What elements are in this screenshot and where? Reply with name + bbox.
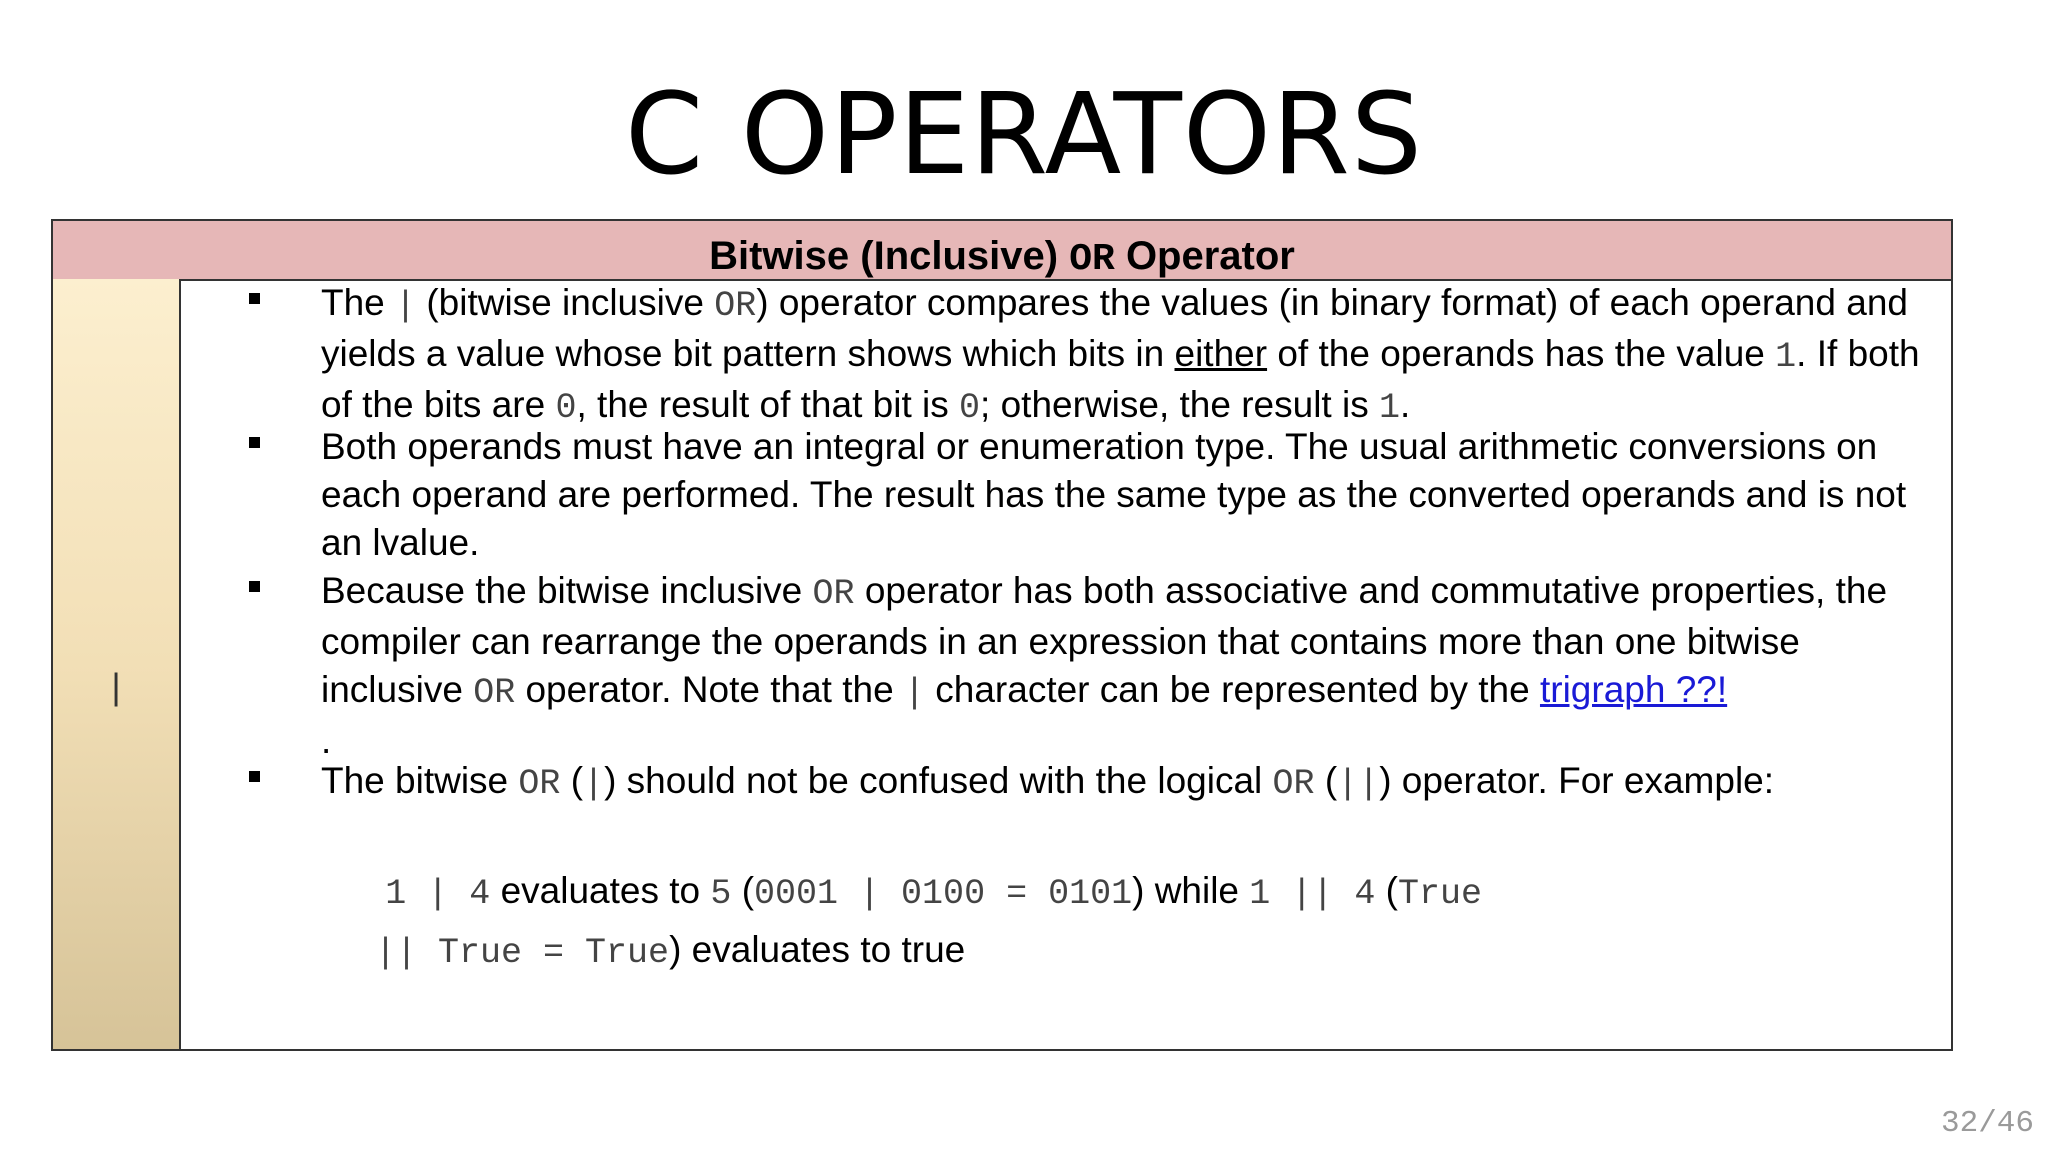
bullet-1 <box>321 279 1941 432</box>
code: OR <box>812 574 855 614</box>
code: | <box>903 673 925 713</box>
bullet-square-icon <box>249 771 260 782</box>
code: 1 || 4 <box>1249 874 1376 914</box>
code: OR <box>1272 764 1315 804</box>
text: operator has both associative and commutative properties, the compiler can rearrange the operands in an expression that contains more than one bitwise inclusive <box>321 570 1888 710</box>
operator-symbol-cell <box>53 279 181 1049</box>
bullet-3 <box>321 567 1941 765</box>
code: OR <box>473 673 516 713</box>
text: . <box>1400 384 1411 425</box>
text: operator. Note that the <box>515 669 904 710</box>
trigraph-link[interactable]: trigraph ??! <box>1539 669 1728 710</box>
underlined-text: either <box>1174 333 1268 374</box>
code: | <box>583 764 605 804</box>
text: ( <box>560 760 584 801</box>
text: The bitwise <box>321 760 519 801</box>
text: of the operands has the value <box>1267 333 1776 374</box>
code: 0 <box>959 388 981 428</box>
table-header <box>53 221 1951 281</box>
operator-table <box>51 219 1953 1051</box>
bullet-4 <box>321 757 1941 808</box>
text: ) while <box>1132 870 1250 911</box>
bullet-2 <box>321 423 1941 567</box>
code: 5 <box>710 874 732 914</box>
text: character can be represented by the <box>924 669 1540 710</box>
text: ( <box>1375 870 1398 911</box>
text: ( <box>731 870 755 911</box>
text: ) operator. For example: <box>1379 760 1775 801</box>
text: The <box>321 282 396 323</box>
code: True <box>1397 874 1482 914</box>
code: || <box>1337 764 1380 804</box>
bullet-square-icon <box>249 293 260 304</box>
text: Both operands must have an integral or enumeration type. The usual arithmetic conversions on each operand are performed. The result has the same type as the converted operands and is not an lvalue. <box>321 426 1907 563</box>
slide-title: C OPERATORS <box>625 70 1423 200</box>
description-cell <box>179 279 1951 1049</box>
page-number: 32/46 <box>1940 1106 2034 1141</box>
code: 1 | 4 <box>385 874 491 914</box>
text: ) should not be confused with the logical <box>604 760 1273 801</box>
code: 0 <box>555 388 577 428</box>
operator-symbol: | <box>105 669 127 710</box>
code: | <box>395 286 417 326</box>
code: 1 <box>1775 337 1797 377</box>
text: ; otherwise, the result is <box>980 384 1379 425</box>
code: || True = True <box>375 933 670 973</box>
code: OR <box>518 764 561 804</box>
text: Because the bitwise inclusive <box>321 570 813 611</box>
text: evaluates to <box>490 870 711 911</box>
code: 1 <box>1378 388 1400 428</box>
bullet-square-icon <box>249 581 260 592</box>
header-text-before: Bitwise (Inclusive) <box>709 234 1070 278</box>
code: OR <box>714 286 757 326</box>
text: ) operator compares the values (in binary format) of each operand and yields a value whose bit pattern shows which bits in <box>321 282 1908 374</box>
text: (bitwise inclusive <box>416 282 715 323</box>
text: ) evaluates to true <box>669 929 966 970</box>
text: . If both of the bits are <box>321 333 1920 425</box>
text: , the result of that bit is <box>576 384 960 425</box>
text: ( <box>1314 760 1338 801</box>
header-text-after: Operator <box>1114 234 1295 278</box>
bullet-square-icon <box>249 437 260 448</box>
text: . <box>321 720 332 761</box>
header-code: OR <box>1069 238 1115 281</box>
example-block <box>375 863 1941 981</box>
code: 0001 | 0100 = 0101 <box>754 874 1133 914</box>
